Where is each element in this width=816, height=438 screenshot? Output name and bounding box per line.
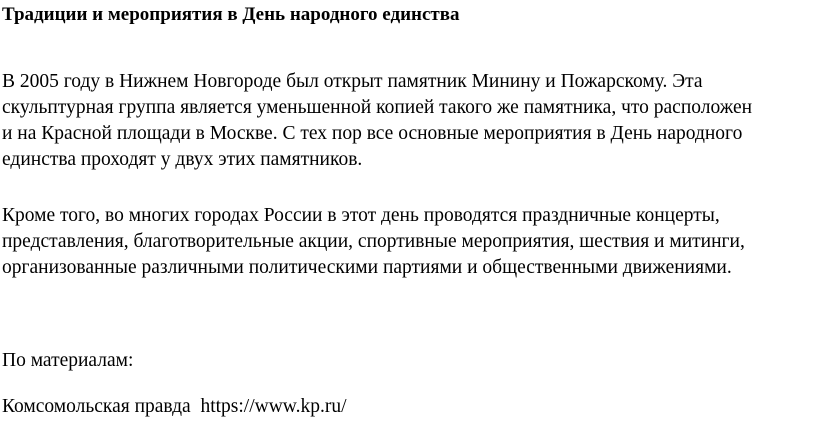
paragraph-line: организованные различными политическими партиями и общественными движениями. <box>2 257 732 278</box>
paragraph-monument <box>2 69 812 173</box>
document-title: Традиции и мероприятия в День народного единства <box>2 4 460 25</box>
paragraph-line: В 2005 году в Нижнем Новгороде был открыт памятник Минину и Пожарскому. Эта <box>2 71 703 92</box>
paragraph-line: единства проходят у двух этих памятников. <box>2 149 363 170</box>
source-link[interactable]: https://www.kp.ru/ <box>200 396 347 417</box>
paragraph-line: представления, благотворительные акции, спортивные мероприятия, шествия и митинги, <box>2 231 745 252</box>
source-name: Комсомольская правда <box>2 396 191 417</box>
source-line <box>2 394 347 420</box>
paragraph-line: Кроме того, во многих городах России в этот день проводятся праздничные концерты, <box>2 205 720 226</box>
paragraph-line: и на Красной площади в Москве. С тех пор все основные мероприятия в День народного <box>2 123 743 144</box>
paragraph-line: скульптурная группа является уменьшенной копией такого же памятника, что расположен <box>2 97 753 118</box>
sources-label: По материалам: <box>2 350 134 371</box>
paragraph-celebrations <box>2 203 812 281</box>
